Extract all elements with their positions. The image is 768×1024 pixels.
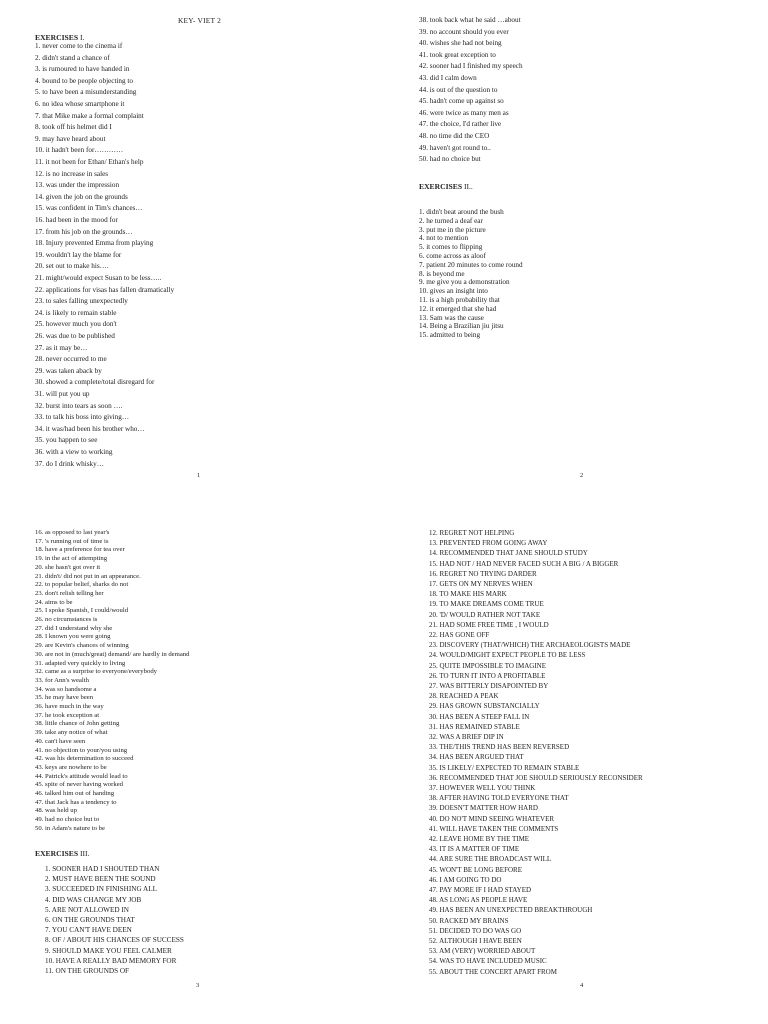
- document-title: KEY- VIET 2: [178, 16, 221, 25]
- list-item: 12. REGRET NOT HELPING: [429, 529, 515, 537]
- list-item: 47. that Jack has a tendency to: [35, 798, 117, 806]
- exercises-2-heading: [419, 182, 473, 191]
- list-item: 38. took back what he said …about: [419, 16, 521, 24]
- list-item: 20. 'D/ WOULD RATHER NOT TAKE: [429, 610, 541, 619]
- list-item: 4. DID WAS CHANGE MY JOB: [45, 895, 142, 904]
- list-item: 5. ARE NOT ALLOWED IN: [45, 905, 129, 914]
- list-item: 7. patient 20 minutes to come round: [419, 260, 523, 269]
- list-item: 37. he took exception at: [35, 711, 100, 719]
- list-item: 52. ALTHOUGH I HAVE BEEN: [429, 937, 522, 945]
- list-item: 3. is rumoured to have handed in: [35, 65, 130, 74]
- list-item: 15. HAD NOT / HAD NEVER FACED SUCH A BIG / A BIGGER: [429, 559, 619, 568]
- list-item: 7. YOU CAN'T HAVE DEEN: [45, 926, 132, 935]
- list-item: 15. admitted to being: [419, 331, 481, 340]
- list-item: 55. ABOUT THE CONCERT APART FROM: [429, 967, 557, 976]
- list-item: 8. is beyond me: [419, 269, 465, 278]
- list-item: 18. Injury prevented Emma from playing: [35, 239, 154, 248]
- heading-number: III.: [78, 849, 90, 858]
- heading-label: EXERCISES: [419, 182, 463, 191]
- list-item: 50. RACKED MY BRAINS: [429, 916, 509, 925]
- list-item: 10. HAVE A REALLY BAD MEMORY FOR: [45, 956, 177, 965]
- list-item: 2. he turned a deaf ear: [419, 216, 483, 225]
- document-page-4: [384, 512, 768, 1024]
- list-item: 24. is likely to remain stable: [35, 308, 117, 317]
- page-number: 4: [580, 982, 584, 989]
- list-item: 22. HAS GONE OFF: [429, 631, 490, 639]
- list-item: 48. AS LONG AS PEOPLE HAVE: [429, 896, 528, 905]
- list-item: 27. WAS BITTERLY DISAPOINTED BY: [429, 682, 549, 690]
- list-item: 19. in the act of attempting: [35, 555, 108, 563]
- list-item: 54. WAS TO HAVE INCLUDED MUSIC: [429, 957, 547, 966]
- list-item: 39. take any notice of what: [35, 729, 108, 737]
- page-number: 2: [580, 472, 584, 479]
- list-item: 10. it hadn't been for…………: [35, 146, 124, 155]
- list-item: 9. may have heard about: [35, 134, 106, 143]
- list-item: 16. as opposed to last year's: [35, 529, 110, 536]
- heading-number: II..: [462, 182, 473, 191]
- list-item: 28. I known you were going: [35, 633, 111, 641]
- list-item: 20. set out to make his….: [35, 262, 109, 271]
- list-item: 24. aims to be: [35, 598, 73, 606]
- list-item: 21. didn't/ did not put in an appearance.: [35, 572, 141, 580]
- list-item: 31. adapted very quickly to living: [35, 659, 126, 667]
- page-number: 3: [196, 982, 200, 989]
- list-item: 32. came as a surprise to everyone/everybody: [35, 668, 158, 676]
- list-item: 35. you happen to see: [35, 436, 98, 445]
- list-item: 33. for Ann's wealth: [35, 676, 89, 684]
- list-item: 43. IT IS A MATTER OF TIME: [429, 845, 520, 854]
- list-item: 44. ARE SURE THE BROADCAST WILL: [429, 855, 552, 864]
- exercises-1-heading: [35, 33, 84, 42]
- list-item: 12. it emerged that she had: [419, 304, 497, 313]
- document-page-1: [0, 0, 384, 512]
- list-item: 23. to sales falling unexpectedly: [35, 297, 128, 306]
- list-item: 14. Being a Brazilian jiu jitsu: [419, 322, 504, 331]
- list-item: 9. SHOULD MAKE YOU FEEL CALMER: [45, 946, 172, 955]
- list-item: 6. no idea whose smartphone it: [35, 100, 125, 108]
- list-item: 16. had been in the mood for: [35, 216, 118, 224]
- list-item: 22. to popular belief, sharks do not: [35, 581, 129, 589]
- list-item: 6. ON THE GROUNDS THAT: [45, 916, 135, 924]
- list-item: 16. REGRET NO TRYING DARDER: [429, 569, 537, 578]
- list-item: 41. WILL HAVE TAKEN THE COMMENTS: [429, 824, 559, 833]
- page-number: 1: [197, 472, 201, 479]
- list-item: 30. are not in (much/great) demand/ are hardly in demand: [35, 650, 190, 658]
- list-item: 4. bound to be people objecting to: [35, 76, 134, 85]
- list-item: 46. talked him out of handing: [35, 790, 115, 797]
- list-item: 47. the choice, I'd rather live: [419, 120, 502, 129]
- list-item: 2. didn't stand a chance of: [35, 53, 110, 62]
- list-item: 32. WAS A BRIEF DIP IN: [429, 733, 504, 741]
- list-item: 21. might/would expect Susan to be less…..: [35, 274, 162, 282]
- list-item: 27. as it may be…: [35, 343, 88, 352]
- list-item: 36. with a view to working: [35, 448, 113, 456]
- list-item: 47. PAY MORE IF I HAD STAYED: [429, 886, 532, 894]
- list-item: 13. Sam was the cause: [419, 313, 484, 322]
- list-item: 5. it comes to flipping: [419, 243, 483, 252]
- list-item: 41. no objection to your/you using: [35, 746, 128, 754]
- list-item: 28. never occurred to me: [35, 355, 107, 364]
- list-item: 1. never come to the cinema if: [35, 42, 123, 50]
- list-item: 42. LEAVE HOME BY THE TIME: [429, 835, 530, 843]
- list-item: 7. that Mike make a formal complaint: [35, 111, 144, 120]
- list-item: 37. HOWEVER WELL YOU THINK: [429, 784, 536, 792]
- list-item: 27. did I understand why she: [35, 624, 113, 632]
- list-item: 8. OF / ABOUT HIS CHANCES OF SUCCESS: [45, 936, 184, 945]
- list-item: 40. wishes she had not being: [419, 39, 502, 48]
- list-item: 8. took off his helmet did I: [35, 123, 112, 132]
- list-item: 14. given the job on the grounds: [35, 192, 128, 201]
- list-item: 45. WON'T BE LONG BEFORE: [429, 865, 522, 874]
- list-item: 48. was held up: [35, 807, 77, 815]
- list-item: 39. no account should you ever: [419, 27, 509, 36]
- list-item: 46. I AM GOING TO DO: [429, 875, 502, 884]
- list-item: 17. from his job on the grounds…: [35, 227, 133, 236]
- list-item: 49. had no choice but to: [35, 816, 100, 824]
- list-item: 36. have much in the way: [35, 703, 104, 710]
- exercises-3-heading: [35, 849, 89, 858]
- list-item: 4. not to mention: [419, 234, 469, 243]
- list-item: 24. WOULD/MIGHT EXPECT PEOPLE TO BE LESS: [429, 651, 586, 660]
- list-item: 17. 's running out of time is: [35, 537, 109, 545]
- list-item: 11. ON THE GROUNDS OF: [45, 967, 130, 975]
- list-item: 19. wouldn't lay the blame for: [35, 250, 122, 259]
- list-item: 28. REACHED A PEAK: [429, 692, 499, 701]
- list-item: 29. are Kevin's chances of winning: [35, 642, 129, 650]
- list-item: 26. was due to be published: [35, 332, 115, 340]
- list-item: 25. however much you don't: [35, 320, 117, 329]
- list-item: 21. HAD SOME FREE TIME , I WOULD: [429, 620, 549, 629]
- list-item: 14. RECOMMENDED THAT JANE SHOULD STUDY: [429, 549, 588, 558]
- list-item: 25. QUITE IMPOSSIBLE TO IMAGINE: [429, 661, 546, 670]
- list-item: 51. DECIDED TO DO WAS GO: [429, 926, 522, 935]
- list-item: 1. SOONER HAD I SHOUTED THAN: [45, 865, 160, 873]
- list-item: 38. AFTER HAVING TOLD EVERYONE THAT: [429, 794, 569, 803]
- list-item: 33. THE/THIS TREND HAS BEEN REVERSED: [429, 743, 570, 752]
- list-item: 23. DISCOVERY (THAT/WHICH) THE ARCHAEOLOGISTS MADE: [429, 641, 631, 650]
- list-item: 17. GETS ON MY NERVES WHEN: [429, 580, 533, 588]
- list-item: 25. I spoke Spanish, I could/would: [35, 607, 129, 615]
- list-item: 46. were twice as many men as: [419, 108, 509, 117]
- list-item: 49. HAS BEEN AN UNEXPECTED BREAKTHROUGH: [429, 906, 593, 915]
- list-item: 42. was his determination to succeed: [35, 755, 134, 763]
- list-item: 30. showed a complete/total disregard for: [35, 378, 155, 387]
- list-item: 11. it not been for Ethan/ Ethan's help: [35, 158, 144, 166]
- list-item: 33. to talk his boss into giving…: [35, 413, 130, 422]
- list-item: 30. HAS BEEN A STEEP FALL IN: [429, 712, 530, 721]
- list-item: 36. RECOMMENDED THAT JOE SHOULD SERIOUSLY RECONSIDER: [429, 773, 643, 782]
- list-item: 1. didn't beat around the bush: [419, 208, 504, 216]
- list-item: 9. me give you a demonstration: [419, 278, 510, 287]
- list-item: 43. keys are nowhere to be: [35, 763, 107, 771]
- list-item: 26. TO TURN IT INTO A PROFITABLE: [429, 671, 546, 680]
- list-item: 6. come across as aloof: [419, 252, 486, 260]
- list-item: 18. have a preference for tea over: [35, 546, 125, 554]
- list-item: 35. IS LIKELY/ EXPECTED TO REMAIN STABLE: [429, 763, 580, 772]
- list-item: 23. don't relish telling her: [35, 589, 104, 597]
- list-item: 2. MUST HAVE BEEN THE SOUND: [45, 875, 156, 884]
- list-item: 22. applications for visas has fallen dramatically: [35, 285, 175, 294]
- heading-label: EXERCISES: [35, 849, 79, 858]
- list-item: 5. to have been a misunderstanding: [35, 88, 137, 97]
- list-item: 49. haven't got round to..: [419, 143, 491, 152]
- heading-number: I.: [78, 33, 85, 42]
- list-item: 29. was taken aback by: [35, 366, 102, 375]
- list-item: 13. PREVENTED FROM GOING AWAY: [429, 539, 548, 548]
- list-item: 43. did I calm down: [419, 74, 477, 82]
- list-item: 48. no time did the CEO: [419, 132, 490, 140]
- list-item: 19. TO MAKE DREAMS COME TRUE: [429, 600, 544, 609]
- list-item: 3. SUCCEEDED IN FINISHING ALL: [45, 885, 158, 894]
- list-item: 37. do I drink whisky…: [35, 459, 104, 468]
- list-item: 39. DOESN'T MATTER HOW HARD: [429, 804, 538, 813]
- list-item: 45. hadn't come up against so: [419, 97, 504, 106]
- list-item: 45. spite of never having worked: [35, 781, 124, 789]
- list-item: 35. he may have been: [35, 694, 94, 702]
- list-item: 34. was so handsome a: [35, 685, 97, 693]
- list-item: 15. was confident in Tim's chances…: [35, 204, 143, 213]
- list-item: 50. had no choice but: [419, 155, 481, 164]
- list-item: 34. HAS BEEN ARGUED THAT: [429, 753, 524, 762]
- list-item: 38. little chance of John getting: [35, 720, 120, 728]
- list-item: 40. DO NO'T MIND SEEING WHATEVER: [429, 814, 555, 823]
- list-item: 26. no circumstances is: [35, 616, 98, 623]
- document-page-3: [0, 512, 384, 1024]
- list-item: 29. HAS GROWN SUBSTANCIALLY: [429, 702, 540, 711]
- list-item: 31. HAS REMAINED STABLE: [429, 722, 520, 731]
- list-item: 34. it was/had been his brother who…: [35, 424, 145, 433]
- list-item: 31. will put you up: [35, 390, 90, 398]
- list-item: 32. burst into tears as soon ….: [35, 401, 123, 410]
- list-item: 41. took great exception to: [419, 50, 496, 59]
- list-item: 20. she hasn't got over it: [35, 563, 101, 571]
- list-item: 12. is no increase in sales: [35, 169, 109, 178]
- heading-label: EXERCISES: [35, 33, 79, 42]
- list-item: 50. in Adam's nature to be: [35, 824, 105, 832]
- list-item: 10. gives an insight into: [419, 287, 488, 296]
- document-page-2: [384, 0, 768, 512]
- list-item: 40. can't have seen: [35, 737, 86, 745]
- list-item: 13. was under the impression: [35, 181, 120, 190]
- list-item: 11. is a high probability that: [419, 296, 500, 304]
- list-item: 42. sooner had I finished my speech: [419, 62, 523, 71]
- list-item: 44. Patrick's attitude would lead to: [35, 772, 128, 780]
- list-item: 18. TO MAKE HIS MARK: [429, 590, 507, 599]
- list-item: 44. is out of the question to: [419, 85, 498, 94]
- list-item: 53. AM (VERY) WORRIED ABOUT: [429, 947, 536, 956]
- list-item: 3. put me in the picture: [419, 225, 486, 234]
